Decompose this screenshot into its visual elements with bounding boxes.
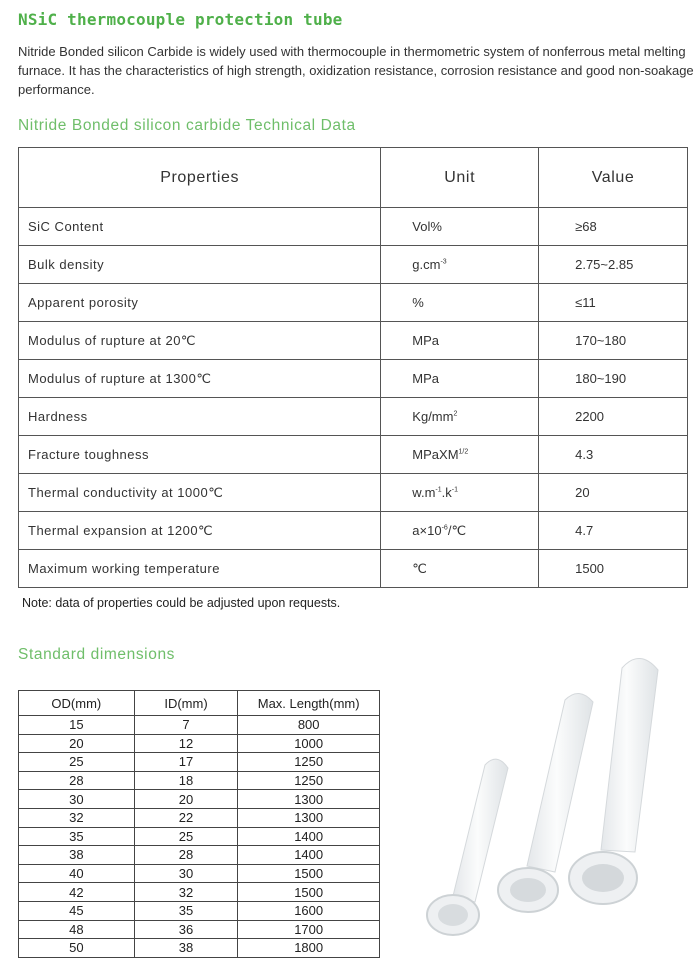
- technical-row: [19, 550, 688, 588]
- dimensions-row: [19, 716, 380, 735]
- header-id: ID(mm): [134, 691, 238, 716]
- unit-cell: ℃: [381, 550, 539, 588]
- unit-cell: $Kg/mm^2$: [381, 398, 539, 436]
- technical-row: [19, 246, 688, 284]
- unit-cell: MPaXM$^{1/2}$: [381, 436, 539, 474]
- id-cell: 32: [134, 883, 238, 902]
- id-cell: 17: [134, 753, 238, 772]
- od-cell: 42: [19, 883, 135, 902]
- header-properties: Properties: [19, 148, 381, 208]
- od-cell: 15: [19, 716, 135, 735]
- property-cell: Hardness: [19, 398, 381, 436]
- property-cell: SiC Content: [19, 208, 381, 246]
- dimensions-row: [19, 808, 380, 827]
- dimensions-row: [19, 771, 380, 790]
- header-length: Max. Length(mm): [238, 691, 380, 716]
- unit-cell: $a\times 10^{-6}/℃$: [381, 512, 539, 550]
- header-unit: Unit: [381, 148, 539, 208]
- length-cell: 1500: [238, 864, 380, 883]
- od-cell: 30: [19, 790, 135, 809]
- od-cell: 28: [19, 771, 135, 790]
- id-cell: 7: [134, 716, 238, 735]
- technical-header-row: [19, 148, 688, 208]
- unit-cell: MPa: [381, 322, 539, 360]
- length-cell: 800: [238, 716, 380, 735]
- dimensions-row: [19, 827, 380, 846]
- value-cell: 2200: [539, 398, 688, 436]
- od-cell: 32: [19, 808, 135, 827]
- note-text: Note: data of properties could be adjusted upon requests.: [22, 596, 341, 610]
- property-cell: Apparent porosity: [19, 284, 381, 322]
- technical-row: [19, 512, 688, 550]
- dimensions-row: [19, 864, 380, 883]
- value-cell: ≥68: [539, 208, 688, 246]
- dimensions-row: [19, 846, 380, 865]
- value-cell: 2.75~2.85: [539, 246, 688, 284]
- intro-paragraph: Nitride Bonded silicon Carbide is widely used with thermocouple in thermometric system of nonferrous metal melting furnace. It has the characteristics of high strength, oxidization resistance, corrosion resistance and good non-soakage performance.: [18, 44, 694, 97]
- technical-data-table: [18, 147, 688, 588]
- length-cell: 1800: [238, 939, 380, 958]
- dimensions-row: [19, 901, 380, 920]
- id-cell: 30: [134, 864, 238, 883]
- od-cell: 25: [19, 753, 135, 772]
- technical-data-heading: Nitride Bonded silicon carbide Technical Data: [18, 117, 356, 134]
- value-cell: ≤11: [539, 284, 688, 322]
- unit-cell: $w.m^{-1}.k^{-1}$: [381, 474, 539, 512]
- dimensions-row: [19, 939, 380, 958]
- technical-row: [19, 436, 688, 474]
- dimensions-row: [19, 920, 380, 939]
- length-cell: 1300: [238, 790, 380, 809]
- od-cell: 50: [19, 939, 135, 958]
- od-cell: 45: [19, 901, 135, 920]
- technical-row: [19, 208, 688, 246]
- length-cell: 1500: [238, 883, 380, 902]
- technical-row: [19, 284, 688, 322]
- length-cell: 1250: [238, 771, 380, 790]
- length-cell: 1700: [238, 920, 380, 939]
- value-cell: 4.7: [539, 512, 688, 550]
- technical-row: [19, 360, 688, 398]
- id-cell: 25: [134, 827, 238, 846]
- id-cell: 36: [134, 920, 238, 939]
- technical-row: [19, 322, 688, 360]
- length-cell: 1600: [238, 901, 380, 920]
- technical-row: [19, 398, 688, 436]
- header-value: Value: [539, 148, 688, 208]
- unit-cell: MPa: [381, 360, 539, 398]
- od-cell: 38: [19, 846, 135, 865]
- value-cell: 4.3: [539, 436, 688, 474]
- value-cell: 20: [539, 474, 688, 512]
- id-cell: 18: [134, 771, 238, 790]
- id-cell: 22: [134, 808, 238, 827]
- unit-cell: $g.cm^{-3}$: [381, 246, 539, 284]
- od-cell: 20: [19, 734, 135, 753]
- unit-cell: %: [381, 284, 539, 322]
- id-cell: 35: [134, 901, 238, 920]
- od-cell: 48: [19, 920, 135, 939]
- protection-tubes-image: [415, 640, 700, 965]
- technical-row: [19, 474, 688, 512]
- page-title: NSiC thermocouple protection tube: [18, 10, 343, 29]
- id-cell: 12: [134, 734, 238, 753]
- od-cell: 40: [19, 864, 135, 883]
- length-cell: 1000: [238, 734, 380, 753]
- dimensions-row: [19, 790, 380, 809]
- property-cell: Bulk density: [19, 246, 381, 284]
- property-cell: Thermal conductivity at 1000℃: [19, 474, 381, 512]
- dimensions-header-row: [19, 691, 380, 716]
- property-cell: Modulus of rupture at 20℃: [19, 322, 381, 360]
- property-cell: Maximum working temperature: [19, 550, 381, 588]
- header-od: OD(mm): [19, 691, 135, 716]
- property-cell: Thermal expansion at 1200℃: [19, 512, 381, 550]
- property-cell: Modulus of rupture at 1300℃: [19, 360, 381, 398]
- od-cell: 35: [19, 827, 135, 846]
- length-cell: 1400: [238, 846, 380, 865]
- property-cell: Fracture toughness: [19, 436, 381, 474]
- value-cell: 170~180: [539, 322, 688, 360]
- dimensions-row: [19, 753, 380, 772]
- value-cell: 1500: [539, 550, 688, 588]
- id-cell: 38: [134, 939, 238, 958]
- dimensions-table: [18, 690, 380, 958]
- dimensions-heading: Standard dimensions: [18, 646, 176, 663]
- dimensions-row: [19, 883, 380, 902]
- length-cell: 1300: [238, 808, 380, 827]
- id-cell: 20: [134, 790, 238, 809]
- unit-cell: Vol%: [381, 208, 539, 246]
- id-cell: 28: [134, 846, 238, 865]
- value-cell: 180~190: [539, 360, 688, 398]
- dimensions-row: [19, 734, 380, 753]
- length-cell: 1250: [238, 753, 380, 772]
- length-cell: 1400: [238, 827, 380, 846]
